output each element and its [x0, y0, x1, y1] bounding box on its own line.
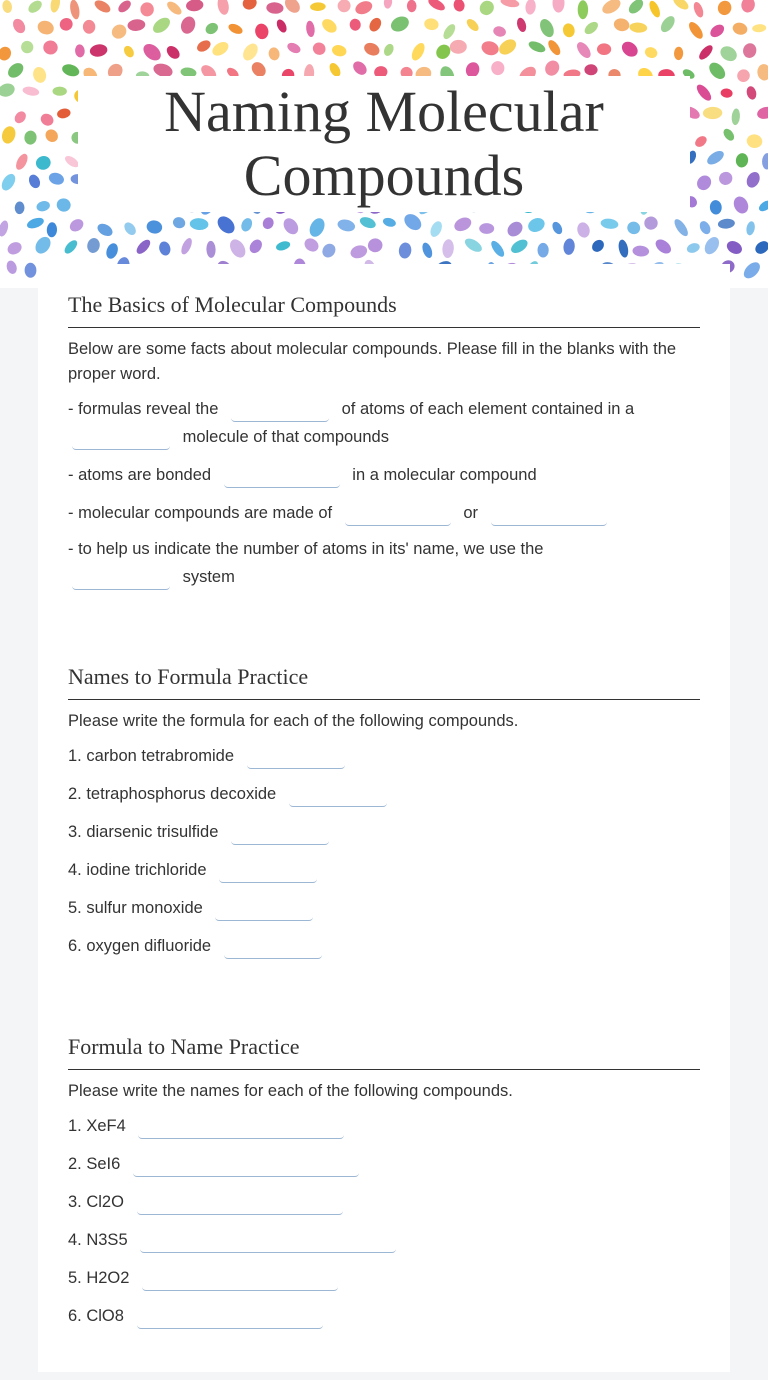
paint-dot	[0, 125, 17, 146]
paint-dot	[697, 43, 715, 62]
paint-dot	[619, 39, 641, 60]
paint-dot	[762, 153, 768, 170]
paint-dot	[741, 259, 763, 281]
list-item	[68, 1226, 700, 1264]
paint-dot	[401, 211, 424, 234]
paint-dot	[14, 152, 30, 172]
formula-to-name-heading: Formula to Name Practice	[68, 1034, 700, 1070]
name-answer-blank[interactable]	[137, 1194, 343, 1215]
formula-answer-blank[interactable]	[231, 824, 329, 845]
paint-dot	[27, 173, 42, 190]
paint-dot	[693, 134, 709, 149]
paint-dot	[600, 0, 623, 17]
paint-dot	[582, 19, 600, 36]
paint-dot	[590, 238, 607, 255]
paint-dot	[55, 197, 72, 214]
paint-dot	[227, 22, 244, 36]
paint-dot	[441, 22, 458, 41]
paint-dot	[698, 219, 713, 236]
paint-dot	[26, 0, 44, 15]
paint-dot	[261, 215, 276, 231]
compound-name: 5. sulfur monoxide	[68, 899, 203, 917]
paint-dot	[600, 218, 619, 230]
paint-dot	[718, 43, 740, 64]
paint-dot	[140, 2, 155, 17]
paint-dot	[311, 40, 328, 57]
paint-dot	[716, 169, 735, 187]
paint-dot	[574, 40, 593, 61]
page-title-line-2: Compounds	[243, 143, 525, 208]
paint-dot	[210, 39, 231, 58]
paint-dot	[686, 241, 702, 254]
paint-dot	[527, 39, 547, 54]
list-item	[68, 1112, 700, 1150]
paint-dot	[626, 0, 646, 16]
paint-dot	[562, 22, 576, 38]
paint-dot	[672, 217, 690, 238]
paint-dot	[705, 148, 726, 167]
paint-dot	[742, 42, 758, 59]
paint-dot	[19, 39, 35, 55]
paint-dot	[216, 0, 230, 16]
paint-dot	[449, 39, 467, 54]
paint-dot	[286, 41, 303, 55]
paint-dot	[647, 0, 662, 19]
paint-dot	[0, 45, 13, 63]
paint-dot	[266, 2, 284, 15]
paint-dot	[731, 194, 751, 216]
list-item	[68, 894, 700, 932]
paint-dot	[349, 243, 369, 260]
page-title-line-1: Naming Molecular	[164, 79, 604, 144]
paint-dot	[643, 45, 659, 59]
paint-dot	[32, 234, 53, 256]
paint-dot	[703, 107, 723, 120]
paint-dot	[5, 240, 23, 257]
paint-dot	[83, 20, 96, 34]
paint-dot	[578, 0, 588, 19]
paint-dot	[409, 41, 427, 63]
paint-dot	[515, 17, 527, 33]
paint-dot	[165, 0, 184, 17]
basics-intro: Below are some facts about molecular compounds. Please fill in the blanks with the proper word.	[68, 340, 677, 383]
paint-dot	[122, 220, 138, 237]
names-to-formula-section	[68, 664, 700, 970]
paint-dot	[24, 130, 37, 145]
formula-answer-blank[interactable]	[247, 748, 345, 769]
paint-dot	[744, 170, 762, 190]
compound-name: 2. tetraphosphorus decoxide	[68, 785, 277, 803]
paint-dot	[35, 200, 51, 213]
paint-dot	[597, 43, 611, 55]
paint-dot	[716, 0, 733, 17]
paint-dot	[179, 236, 194, 255]
paint-dot	[709, 200, 722, 215]
fact-1-text-b: of atoms of each element contained in a	[341, 400, 635, 418]
name-answer-blank[interactable]	[140, 1232, 396, 1253]
paint-dot	[241, 0, 259, 12]
list-item	[68, 818, 700, 856]
paint-dot	[388, 13, 411, 34]
paint-dot	[477, 0, 497, 18]
compound-formula: 3. Cl2O	[68, 1193, 124, 1211]
paint-dot	[629, 22, 648, 34]
paint-dot	[756, 105, 768, 120]
paint-dot	[275, 18, 289, 34]
paint-dot	[336, 0, 352, 14]
paint-dot	[189, 218, 208, 231]
paint-dot	[658, 14, 677, 35]
paint-dot	[282, 0, 303, 16]
paint-dot	[745, 221, 756, 237]
fact-4-text-b: system	[182, 568, 235, 586]
paint-dot	[24, 263, 36, 278]
paint-dot	[0, 82, 16, 99]
paint-dot	[254, 22, 270, 40]
compound-name: 1. carbon tetrabromide	[68, 747, 235, 765]
paint-dot	[538, 243, 549, 258]
paint-dot	[275, 240, 291, 253]
paint-dot	[491, 61, 505, 76]
paint-dot	[239, 216, 254, 233]
paint-dot	[694, 82, 714, 103]
compound-formula: 6. ClO8	[68, 1307, 124, 1325]
basics-section	[68, 292, 700, 591]
compound-name: 3. diarsenic trisulfide	[68, 823, 219, 841]
paint-dot	[625, 219, 642, 236]
paint-dot	[171, 215, 186, 229]
paint-dot	[383, 0, 393, 9]
paint-dot	[206, 241, 216, 258]
fact-1-text-c: molecule of that compounds	[182, 428, 389, 446]
name-answer-blank[interactable]	[142, 1270, 338, 1291]
paint-dot	[89, 43, 108, 58]
paint-dot	[644, 216, 658, 230]
fact-4-text-a: - to help us indicate the number of atoms in its' name, we use the	[68, 540, 544, 558]
worksheet-card	[38, 264, 730, 1372]
paint-dot	[746, 133, 764, 149]
paint-dot	[423, 17, 439, 31]
title-box	[78, 76, 690, 212]
list-item	[68, 1264, 700, 1302]
paint-dot	[496, 36, 519, 57]
paint-dot	[0, 219, 10, 237]
paint-dot	[158, 240, 172, 257]
paint-dot	[576, 221, 592, 239]
fact-3-blank-b[interactable]	[491, 505, 607, 526]
paint-dot	[134, 237, 152, 256]
paint-dot	[38, 111, 55, 128]
paint-dot	[46, 222, 57, 238]
formula-answer-blank[interactable]	[215, 900, 313, 921]
paint-dot	[305, 20, 315, 37]
paint-dot	[349, 18, 361, 31]
paint-dot	[686, 20, 705, 41]
paint-dot	[740, 0, 756, 14]
paint-dot	[671, 0, 690, 12]
paint-dot	[204, 21, 220, 37]
names-to-formula-heading: Names to Formula Practice	[68, 664, 700, 700]
formula-to-name-section	[68, 1034, 700, 1340]
compound-name: 6. oxygen difluoride	[68, 937, 212, 955]
paint-dot	[731, 21, 748, 36]
paint-dot	[382, 216, 397, 228]
paint-dot	[195, 38, 213, 54]
paint-dot	[69, 0, 81, 20]
paint-dot	[116, 0, 133, 15]
formula-to-name-intro: Please write the names for each of the following compounds.	[68, 1082, 513, 1100]
name-answer-blank[interactable]	[133, 1156, 359, 1177]
paint-dot	[95, 221, 114, 238]
paint-dot	[509, 237, 530, 256]
paint-dot	[14, 201, 24, 214]
paint-dot	[479, 223, 494, 234]
paint-dot	[5, 259, 18, 275]
list-item	[68, 780, 700, 818]
paint-dot	[49, 0, 61, 13]
paint-dot	[214, 213, 238, 237]
paint-dot	[150, 15, 173, 36]
paint-dot	[421, 241, 435, 259]
name-answer-blank[interactable]	[137, 1308, 323, 1329]
paint-dot	[731, 108, 741, 125]
list-item	[68, 856, 700, 894]
paint-dot	[745, 85, 758, 101]
page-title	[164, 80, 604, 208]
fact-4	[68, 535, 700, 591]
paint-dot	[526, 216, 547, 235]
paint-dot	[320, 16, 340, 35]
paint-dot	[56, 107, 71, 119]
paint-dot	[109, 22, 129, 42]
paint-dot	[452, 0, 466, 13]
paint-dot	[179, 14, 198, 35]
paint-dot	[336, 218, 356, 233]
paint-dot	[692, 1, 705, 19]
paint-dot	[463, 236, 484, 255]
fact-3-text-b: or	[463, 504, 478, 522]
paint-dot	[465, 17, 481, 33]
basics-heading: The Basics of Molecular Compounds	[68, 292, 700, 328]
paint-dot	[350, 59, 369, 78]
fact-3	[68, 499, 700, 527]
paint-dot	[43, 40, 58, 55]
paint-dot	[753, 239, 768, 257]
compound-formula: 1. XeF4	[68, 1117, 126, 1135]
paint-dot	[674, 47, 684, 61]
paint-dot	[382, 42, 395, 57]
paint-dot	[428, 219, 444, 238]
list-item	[68, 1302, 700, 1340]
paint-dot	[75, 44, 86, 58]
paint-dot	[525, 0, 537, 15]
paint-dot	[86, 237, 101, 254]
formula-answer-blank[interactable]	[219, 862, 317, 883]
paint-dot	[489, 239, 507, 259]
paint-dot	[240, 41, 261, 63]
paint-dot	[563, 238, 576, 256]
compound-formula: 5. H2O2	[68, 1269, 130, 1287]
compound-formula: 4. N3S5	[68, 1231, 128, 1249]
compound-name: 4. iodine trichloride	[68, 861, 207, 879]
paint-dot	[302, 236, 321, 255]
paint-dot	[367, 238, 383, 253]
paint-dot	[0, 172, 18, 193]
paint-dot	[721, 127, 736, 143]
paint-dot	[307, 216, 328, 240]
paint-dot	[717, 218, 735, 230]
paint-dot	[362, 40, 382, 58]
paint-dot	[694, 173, 714, 193]
paint-dot	[26, 216, 46, 231]
paint-dot	[442, 239, 455, 259]
paint-dot	[281, 215, 302, 237]
paint-dot	[43, 127, 61, 145]
name-answer-blank[interactable]	[138, 1118, 344, 1139]
fact-4-blank[interactable]	[72, 569, 170, 590]
paint-dot	[367, 16, 384, 34]
fact-2	[68, 461, 700, 489]
paint-dot	[310, 2, 326, 11]
fact-3-text-a: - molecular compounds are made of	[68, 504, 333, 522]
paint-dot	[47, 171, 65, 187]
paint-dot	[320, 241, 338, 260]
paint-dot	[11, 17, 28, 36]
paint-dot	[34, 154, 52, 172]
paint-dot	[613, 17, 631, 33]
paint-dot	[104, 242, 120, 261]
paint-dot	[58, 16, 75, 33]
paint-dot	[185, 0, 204, 12]
list-item	[68, 1188, 700, 1226]
paint-dot	[62, 238, 79, 256]
paint-dot	[757, 63, 768, 81]
list-item	[68, 932, 700, 970]
paint-dot	[52, 86, 67, 95]
paint-dot	[653, 237, 674, 257]
paint-dot	[720, 88, 733, 99]
names-to-formula-intro: Please write the formula for each of the following compounds.	[68, 712, 519, 730]
paint-dot	[632, 245, 649, 257]
fact-2-text-b: in a molecular compound	[352, 466, 537, 484]
paint-dot	[537, 17, 556, 40]
paint-dot	[398, 242, 413, 260]
paint-dot	[505, 219, 526, 240]
paint-dot	[546, 38, 563, 57]
list-item	[68, 1150, 700, 1188]
paint-dot	[331, 44, 348, 58]
fact-2-text-a: - atoms are bonded	[68, 466, 212, 484]
paint-dot	[358, 215, 377, 230]
list-item	[68, 742, 700, 780]
paint-dot	[127, 18, 146, 31]
compound-formula: 2. SeI6	[68, 1155, 121, 1173]
paint-dot	[725, 238, 745, 256]
paint-dot	[702, 234, 722, 256]
paint-dot	[1, 0, 13, 14]
paint-dot	[757, 198, 768, 213]
paint-dot	[140, 41, 164, 64]
paint-dot	[553, 0, 565, 13]
paint-dot	[452, 215, 473, 234]
paint-dot	[227, 237, 249, 261]
paint-dot	[617, 239, 630, 259]
paint-dot	[93, 0, 113, 15]
fact-3-blank-a[interactable]	[345, 505, 451, 526]
paint-dot	[67, 217, 85, 234]
paint-dot	[268, 46, 281, 61]
paint-dot	[480, 39, 501, 57]
paint-dot	[550, 220, 564, 236]
paint-dot	[36, 19, 56, 37]
fact-1-blank-a[interactable]	[231, 401, 329, 422]
paint-dot	[12, 109, 28, 125]
paint-dot	[22, 85, 40, 97]
paint-dot	[706, 60, 728, 82]
paint-dot	[500, 0, 520, 9]
formula-answer-blank[interactable]	[289, 786, 387, 807]
paint-dot	[164, 43, 182, 61]
paint-dot	[122, 44, 136, 59]
paint-dot	[426, 0, 446, 13]
fact-1-text-a: - formulas reveal the	[68, 400, 219, 418]
paint-dot	[407, 0, 417, 12]
paint-dot	[353, 0, 374, 17]
paint-dot	[752, 24, 767, 33]
paint-dot	[247, 237, 264, 255]
paint-dot	[146, 219, 164, 235]
fact-1-blank-b[interactable]	[72, 429, 170, 450]
paint-dot	[735, 152, 749, 168]
paint-dot	[31, 66, 48, 85]
paint-dot	[735, 67, 753, 85]
paint-dot	[492, 25, 507, 38]
paint-dot	[708, 22, 727, 40]
paint-dot	[584, 64, 598, 75]
paint-dot	[5, 60, 26, 80]
fact-2-blank[interactable]	[224, 467, 340, 488]
formula-answer-blank[interactable]	[224, 938, 322, 959]
fact-1	[68, 395, 700, 451]
